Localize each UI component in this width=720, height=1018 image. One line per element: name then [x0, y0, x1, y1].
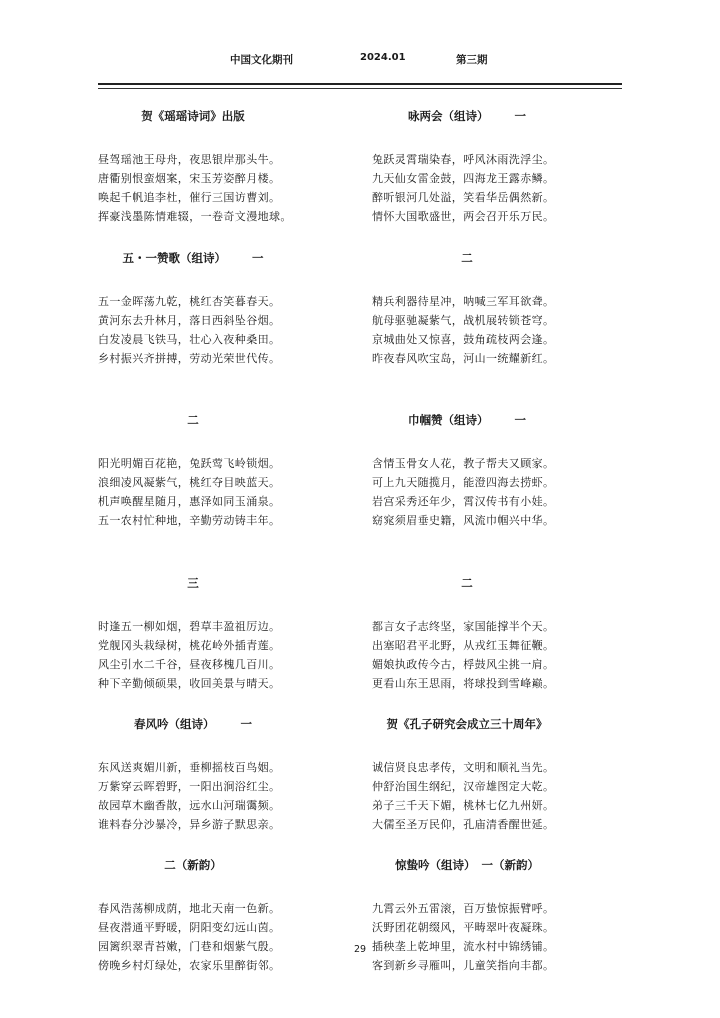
- poem-title-text: 巾帼赞（组诗）: [408, 413, 489, 427]
- poem-line: 昼夜潜通平野暖，阴阳变幻远山茵。: [98, 921, 281, 934]
- poem-part-number: 一: [514, 109, 526, 123]
- poem-title-text: 贺《孔子研究会成立三十周年》: [386, 717, 548, 731]
- poem-line: 兔跃灵霄瑞染春，呼风沐雨洗浮尘。: [372, 153, 555, 166]
- poem-title: [372, 246, 562, 270]
- header-rule-thin: [98, 88, 622, 89]
- poem-line: 五一金晖荡九乾，桃红杏笑暮春天。: [98, 295, 281, 308]
- poem-title-text: 惊蛰吟（组诗）: [395, 858, 476, 872]
- poem-line: 九霄云外五雷滚，百万蛰惊振臂呼。: [372, 902, 555, 915]
- poem-line: 园篱织翠青苔嫩，门巷和烟紫气殷。: [98, 940, 281, 953]
- poem-line: 春风浩荡柳成荫，地北天南一色新。: [98, 902, 281, 915]
- poem-line: 更看山东王思雨，将球投到雪峰巅。: [372, 677, 555, 690]
- poem-title-text: 春风吟（组诗）: [134, 717, 215, 731]
- poem-title: [98, 246, 288, 270]
- poem-line: 精兵利器待星冲，呐喊三军耳欲聋。: [372, 295, 555, 308]
- poem-title: [372, 712, 562, 736]
- poem-line: 京城曲处又惊喜，鼓角疏枝两会逢。: [372, 333, 555, 346]
- poem-line: 时逢五一柳如烟，碧草丰盈祖厉边。: [98, 620, 281, 633]
- poem-line: 醉听银河几处溢，笑看华岳偶然新。: [372, 191, 555, 204]
- poem-title-text: 三: [187, 576, 199, 590]
- poem-line: 乡村振兴齐拼搏，劳动光荣世代传。: [98, 352, 281, 365]
- issue-date: 2024.01: [360, 52, 406, 63]
- poem-line: 岩宫采秀还年少，霄汉传书有小娃。: [372, 495, 555, 508]
- poem-line: 含情玉骨女人花，教子帮夫又顾家。: [372, 457, 555, 470]
- poem-line: 仲舒治国生纲纪，汉帝雄图定大乾。: [372, 780, 555, 793]
- poem-line: 傍晚乡村灯绿处，农家乐里醉街邻。: [98, 959, 281, 972]
- running-header: [98, 52, 622, 68]
- poem-line: 挥豪浅墨陈情难辍，一卷奇文漫地球。: [98, 210, 292, 223]
- poem-title: [372, 853, 562, 877]
- poem-title-text: 咏两会（组诗）: [408, 109, 489, 123]
- poem-line: 出塞昭君平北野，从戎红玉舞征鞭。: [372, 639, 555, 652]
- poem-title-text: 二: [461, 576, 473, 590]
- left-column: [98, 104, 292, 975]
- poem-line: 浪细凌风凝紫气，桃红夺目映蓝天。: [98, 476, 281, 489]
- poem-part-number: 一: [252, 251, 264, 265]
- poem-line: 九天仙女雷金鼓，四海龙王露赤鳞。: [372, 172, 555, 185]
- poem-part-number: 一: [240, 717, 252, 731]
- poem-line: 昨夜春风吹宝岛，河山一统耀新红。: [372, 352, 555, 365]
- poem-line: 航母驱驰凝紫气，战机展转锁苍穹。: [372, 314, 555, 327]
- poem-line: 白发凌晨飞铁马，壮心入夜种桑田。: [98, 333, 281, 346]
- poem-line: 都言女子志终坚，家国能撑半个天。: [372, 620, 555, 633]
- poem-title-text: 贺《瑶瑶诗词》出版: [141, 109, 245, 123]
- poem-title: [98, 104, 288, 128]
- poem-part-number: 一（新韵）: [481, 858, 539, 872]
- poem-line: 黄河东去升林月，落日西斜坠谷烟。: [98, 314, 281, 327]
- poem-title-text: 五・一赞歌（组诗）: [122, 251, 226, 265]
- poem-line: 阳光明媚百花艳，兔跃莺飞岭锁烟。: [98, 457, 281, 470]
- poem-line: 情怀大国歌盛世，两会召开乐万民。: [372, 210, 555, 223]
- poem-line: 客到新乡寻雁叫，儿童笑指向丰都。: [372, 959, 555, 972]
- right-column: [372, 104, 562, 975]
- page-number: 29: [353, 944, 367, 955]
- poem-line: 弟子三千天下媚，桃林七亿九州妍。: [372, 799, 555, 812]
- poem-line: 机声唤醒星随月，惠泽如同玉涌泉。: [98, 495, 281, 508]
- header-rule-thick: [98, 83, 622, 85]
- poem-title: [98, 712, 288, 736]
- poem-title: [98, 408, 288, 432]
- poem-title-text: 二: [461, 251, 473, 265]
- poem-line: 沃野团花朝缀风，平畴翠叶夜凝珠。: [372, 921, 555, 934]
- poem-line: 诚信贤良忠孝传，文明和顺礼当先。: [372, 761, 555, 774]
- poem-title: [372, 408, 562, 432]
- poem-line: 插秧垄上乾坤里，流水村中锦绣铺。: [372, 940, 555, 953]
- poem-line: 唤起千帆追李杜，催行三国访曹刘。: [98, 191, 281, 204]
- poem-line: 党舰冈头栽绿树，桃花岭外插青莲。: [98, 639, 281, 652]
- poem-line: 故园草木幽香散，远水山河瑞霭频。: [98, 799, 281, 812]
- poem-title: [372, 104, 562, 128]
- poem-title-text: 二（新韵）: [164, 858, 222, 872]
- poem-line: 风尘引水二千谷，昼夜移槐几百川。: [98, 658, 281, 671]
- poem-line: 种下辛勤倾硕果，收回美景与晴天。: [98, 677, 281, 690]
- poem-title: [98, 853, 288, 877]
- poem-line: 唐衢别恨蛮烟案，宋玉芳姿醉月楼。: [98, 172, 281, 185]
- poem-title-text: 二: [187, 413, 199, 427]
- poem-title: [372, 571, 562, 595]
- poem-line: 大儒至圣万民仰，孔庙清香醒世延。: [372, 818, 555, 831]
- poem-line: 可上九天随揽月，能澄四海去捞虾。: [372, 476, 555, 489]
- journal-name: 中国文化期刊: [230, 54, 293, 66]
- poem-title: [98, 571, 288, 595]
- issue-number: 第三期: [456, 54, 488, 66]
- poem-line: 谁料春分沙暴冷，异乡游子默思亲。: [98, 818, 281, 831]
- poem-line: 窈窕须眉垂史籍，风流巾帼兴中华。: [372, 514, 555, 527]
- poem-line: 万紫穿云晖碧野，一阳出涧浴红尘。: [98, 780, 281, 793]
- poem-line: 昼驾瑶池王母舟，夜思银岸那头牛。: [98, 153, 281, 166]
- poem-part-number: 一: [514, 413, 526, 427]
- poem-line: 媚娘执政传今古，桴鼓风尘挑一肩。: [372, 658, 555, 671]
- poem-line: 东风送爽媚川新，垂柳摇枝百鸟姻。: [98, 761, 281, 774]
- poem-line: 五一农村忙种地，辛勤劳动铸丰年。: [98, 514, 281, 527]
